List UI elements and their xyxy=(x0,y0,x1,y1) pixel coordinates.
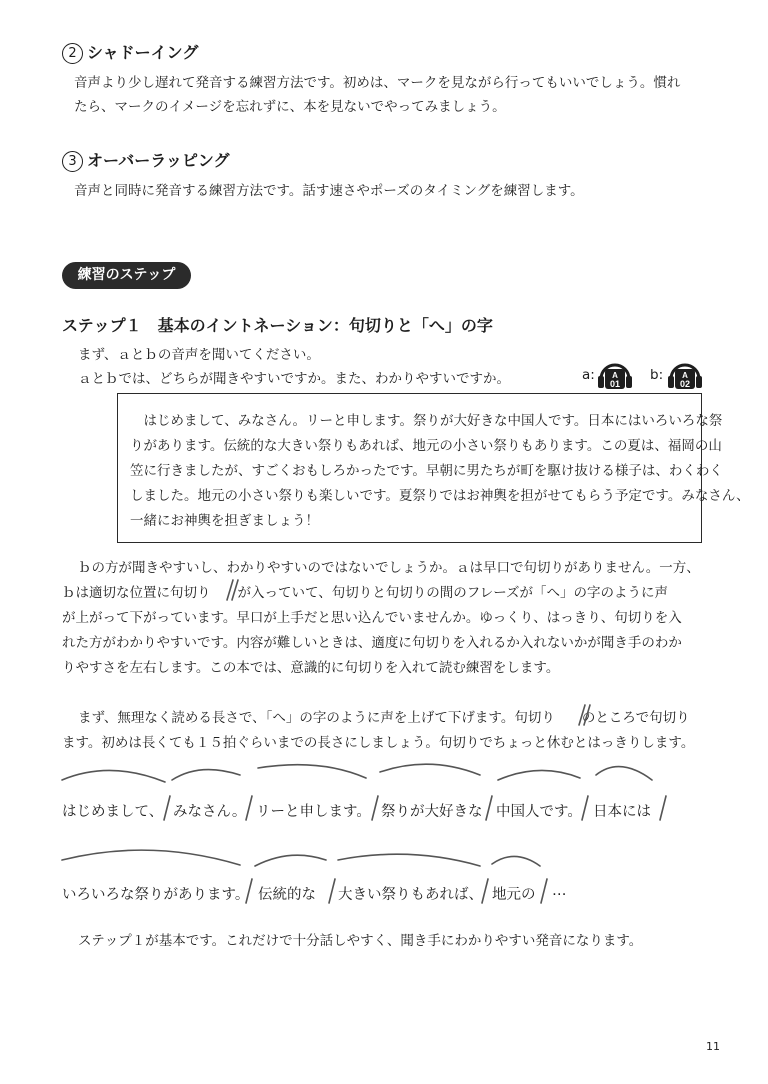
phrase: はじめまして、 xyxy=(62,804,164,820)
track-number: 01 xyxy=(609,379,621,389)
explanation-line: が上がって下がっています。早口が上手だと思い込んでいませんか。ゆっくり、はっきり、句切りを入 xyxy=(62,610,682,626)
step1-title: ステップ１ 基本のイントネーション：句切りと「へ」の字 xyxy=(62,316,493,335)
instruction-line: ます。初めは長くても１５拍ぐらいまでの長さにしましょう。句切りでちょっと休むとはっきりします。 xyxy=(62,735,695,751)
paragraph-line: 音声より少し遅れて発音する練習方法です。初めは、マークを見ながら行ってもいいでしょう。慣れ xyxy=(74,75,681,91)
intonation-arc xyxy=(380,764,480,775)
break-mark xyxy=(329,879,335,903)
intonation-arc xyxy=(62,850,240,865)
phrase: 日本には xyxy=(593,804,651,820)
phrase: リーと申します。 xyxy=(256,804,371,820)
break-mark xyxy=(164,796,170,820)
phrase: 伝統的な xyxy=(258,887,316,903)
sample-line: しました。地元の小さい祭りも楽しいです。夏祭りではお神輿を担がせてもらう予定です。みなさん、 xyxy=(130,488,750,504)
paragraph-line: 音声と同時に発音する練習方法です。話す速さやポーズのタイミングを練習します。 xyxy=(74,183,584,199)
track-letter: A xyxy=(682,371,688,380)
page-number: 11 xyxy=(706,1040,720,1053)
practice-steps-label: 練習のステップ xyxy=(62,262,191,289)
audio-a-label: a: xyxy=(582,367,595,383)
break-mark xyxy=(541,879,547,903)
break-mark xyxy=(486,796,492,820)
phrase: いろいろな祭りがあります。 xyxy=(62,887,250,903)
break-mark xyxy=(372,796,378,820)
sample-line: 笠に行きましたが、すごくおもしろかったです。早朝に男たちが町を駆け抜ける様子は、わくわく xyxy=(130,463,723,479)
paragraph-line: たら、マークのイメージを忘れずに、本を見ないでやってみましょう。 xyxy=(74,99,506,115)
phrase: みなさん。 xyxy=(173,804,247,820)
sample-line: はじめまして、みなさん。リーと申します。祭りが大好きな中国人です。日本にはいろいろな祭 xyxy=(130,413,723,429)
phrase: 祭りが大好きな xyxy=(381,804,483,820)
phrase: … xyxy=(552,883,567,899)
intonation-arc xyxy=(258,765,366,778)
intonation-arc xyxy=(172,770,240,780)
track-letter: A xyxy=(612,371,618,380)
track-number: 02 xyxy=(679,379,691,389)
sample-line: 一緒にお神輿を担ぎましょう！ xyxy=(130,513,319,529)
intonation-arc xyxy=(62,770,165,782)
intonation-arc xyxy=(255,855,326,866)
section-title: オーバーラッピング xyxy=(87,151,230,170)
break-mark xyxy=(582,796,588,820)
section-title: シャドーイング xyxy=(87,43,199,62)
phrase: 中国人です。 xyxy=(496,804,582,820)
closing-line: ステップ１が基本です。これだけで十分話しやすく、聞き手にわかりやすい発音になります。 xyxy=(78,933,643,949)
intonation-arc xyxy=(498,770,580,780)
explanation-line: りやすさを左右します。この本では、意識的に句切りを入れて読む練習をします。 xyxy=(62,660,560,676)
break-mark xyxy=(660,796,666,820)
instruction-line: まず、無理なく読める長さで、「へ」の字のように声を上げて下げます。句切り のところで句切り xyxy=(78,710,690,726)
audio-b-label: b: xyxy=(650,367,664,383)
explanation-line: れた方がわかりやすいです。内容が難しいときは、適度に句切りを入れるか入れないかが聞き手のわか xyxy=(62,635,682,651)
explanation-line: ｂは適切な位置に句切り が入っていて、句切りと句切りの間のフレーズが「へ」の字のように声 xyxy=(62,585,669,601)
explanation-line: ｂの方が聞きやすいし、わかりやすいのではないでしょうか。ａは早口で句切りがありません。一方、 xyxy=(78,560,700,576)
intonation-arc xyxy=(338,854,480,866)
phrase: 地元の xyxy=(492,887,536,903)
intro-line: ａとｂでは、どちらが聞きやすいですか。また、わかりやすいですか。 xyxy=(78,371,510,387)
intonation-arc xyxy=(492,856,540,866)
intro-line: まず、ａとｂの音声を聞いてください。 xyxy=(78,347,320,363)
section-number: 3 xyxy=(62,151,83,172)
section-number: 2 xyxy=(62,43,83,64)
break-mark xyxy=(246,796,252,820)
phrase: 大きい祭りもあれば、 xyxy=(338,887,483,903)
intonation-arc xyxy=(596,767,652,780)
sample-line: りがあります。伝統的な大きい祭りもあれば、地元の小さい祭りもあります。この夏は、福岡の山 xyxy=(130,438,722,454)
